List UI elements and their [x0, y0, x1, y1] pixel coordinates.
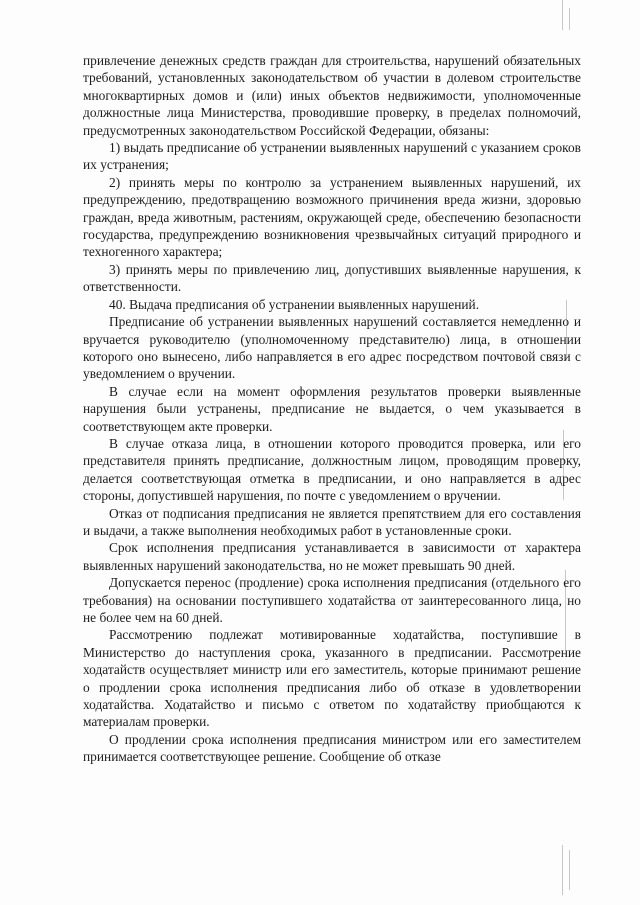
paragraph-petitions: Рассмотрению подлежат мотивированные ходатайства, поступившие в Министерство до наступления срока, указанного в предписании. Рассмотрение ходатайств осуществляет министр или его заместитель, которые принимают решение о продлении срока исполнения предписания либо об отказе в удовлетворении ходатайства. Ходатайство и письмо с ответом по ходатайству приобщаются к материалам проверки. [83, 627, 581, 730]
paragraph-refusal-to-sign: Отказ от подписания предписания не является препятствием для его составления и выдачи, а также выполнения необходимых работ в установленные сроки. [83, 505, 581, 538]
scan-artifact-line [562, 845, 563, 895]
paragraph-deadline: Срок исполнения предписания устанавливается в зависимости от характера выявленных нарушений законодательства, но не может превышать 90 дней. [83, 540, 581, 573]
paragraph-item-2: 2) принять меры по контролю за устранением выявленных нарушений, их предупреждению, предотвращению возможного причинения вреда жизни, здоровью граждан, вреда животным, растениям, окружающей среде, обеспечению безопасности государства, предупреждению возникновения чрезвычайных ситуаций природного и техногенного характера; [83, 174, 581, 260]
paragraph-extension-decision: О продлении срока исполнения предписания министром или его заместителем принимается соответствующее решение. Сообщение об отказе [83, 731, 581, 765]
scan-artifact-line [569, 850, 570, 890]
paragraph-refusal-to-accept: В случае отказа лица, в отношении которого проводится проверка, или его представителя принять предписание, должностным лицом, проводящим проверку, делается соответствующая отметка в предписании, и оно направляется в адрес стороны, допустившей нарушения, по почте с уведомлением о вручении. [83, 435, 581, 504]
paragraph-item-3: 3) принять меры по привлечению лиц, допустивших выявленные нарушения, к ответственности. [83, 261, 581, 295]
paragraph-item-1: 1) выдать предписание об устранении выявленных нарушений с указанием сроков их устранения; [83, 140, 581, 173]
paragraph-intro: привлечение денежных средств граждан для строительства, нарушений обязательных требований, установленных законодательством об участии в долевом строительстве многоквартирных домов и (или) иных объектов недвижимости, уполномоченные должностные лица Министерства, проводившие проверку, в пределах полномочий, предусмотренных законодательством Российской Федерации, обязаны: [83, 53, 581, 138]
scan-artifact-line [569, 8, 570, 30]
document-body [83, 52, 581, 766]
paragraph-violations-eliminated: В случае если на момент оформления результатов проверки выявленные нарушения были устранены, предписание не выдается, о чем указывается в соответствующем акте проверки. [83, 383, 581, 434]
paragraph-extension: Допускается перенос (продление) срока исполнения предписания (отдельного его требования) на основании поступившего ходатайства от заинтересованного лица, но не более чем на 60 дней. [83, 575, 581, 625]
scan-artifact-line [562, 0, 563, 30]
paragraph-prescription-issue: Предписание об устранении выявленных нарушений составляется немедленно и вручается руководителю (уполномоченному представителю) лица, в отношении которого оно вынесено, либо направляется в его адрес посредством почтовой связи с уведомлением о вручении. [83, 314, 581, 382]
section-heading-40: 40. Выдача предписания об устранении выявленных нарушений. [109, 296, 480, 312]
